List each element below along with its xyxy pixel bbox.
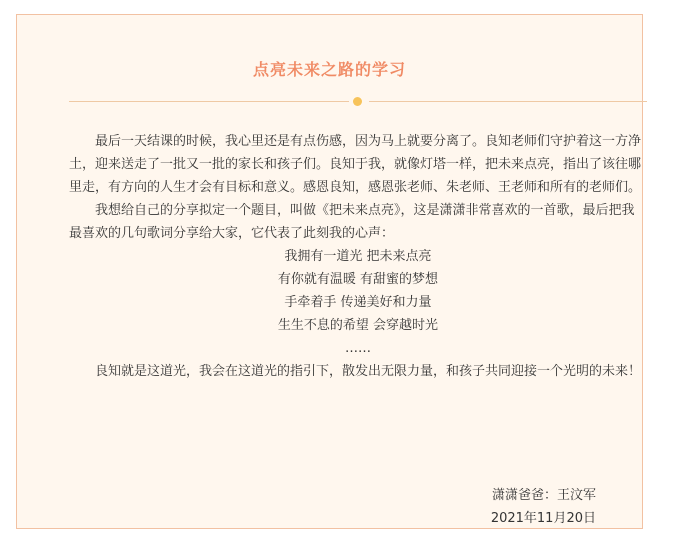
article-title: 点亮未来之路的学习 [252, 60, 406, 79]
closing-paragraph: 良知就是这道光，我会在这道光的指引下，散发出无限力量，和孩子共同迎接一个光明的未来！ [95, 364, 642, 379]
lyric-line-2: 有你就有温暖 有甜蜜的梦想 [277, 272, 439, 287]
signature-date: 2021年11月20日 [490, 511, 596, 526]
signature-block [491, 484, 596, 530]
lyric-line-4: 生生不息的希望 会穿越时光 [277, 318, 439, 333]
lyric-line-3: 手牵着手 传递美好和力量 [284, 295, 432, 310]
title-divider [69, 101, 647, 102]
divider-line-right [369, 101, 647, 102]
article-card [16, 14, 643, 529]
paragraph-2: 我想给自己的分享拟定一个题目，叫做《把未来点亮》，这是潇潇非常喜欢的一首歌，最后把我最喜欢的几句歌词分享给大家，它代表了此刻我的心声： [69, 203, 635, 241]
lyric-line-1: 我拥有一道光 把未来点亮 [284, 249, 432, 264]
lyric-ellipsis: …… [345, 341, 371, 356]
lyrics-block [69, 245, 647, 360]
paragraph-1: 最后一天结课的时候，我心里还是有点伤感，因为马上就要分离了。良知老师们守护着这一方净土，迎来送走了一批又一批的家长和孩子们。良知于我，就像灯塔一样，把未来点亮，指出了该往哪里走，有方向的人生才会有目标和意义。感恩良知，感恩张老师、朱老师、王老师和所有的老师们。 [69, 134, 642, 195]
article-body [69, 130, 647, 383]
divider-line-left [69, 101, 349, 102]
signature-author: 潇潇爸爸：王汶军 [491, 488, 596, 503]
divider-dot-icon [353, 97, 362, 106]
